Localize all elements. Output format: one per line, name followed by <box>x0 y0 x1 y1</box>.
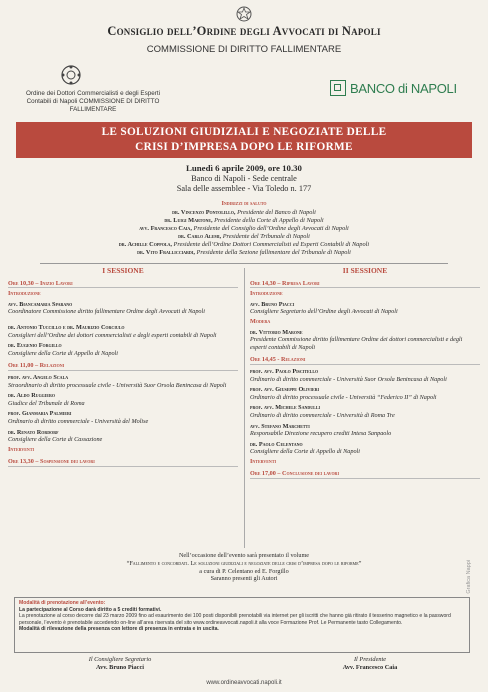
speaker-name: prof. avv. Angelo Scala <box>8 373 69 381</box>
info-booking: La prenotazione al corso decorre dal 23 marzo 2009 fino ad esaurimento dei 100 posti disponibili prenotabili via internet per gli iscritti che hanno già ritirato il tesserino magnetico e la password personale, l’evento è prenotabile accedendo on-line all’area riservata del sito www.ordineavvocati.napoli.it alla voce Formazione Prof. Le Permanente tasto Collegamento. <box>19 613 451 626</box>
speaker-name: dr. Antonio Tuccillo e dr. Maurizio Corciulo <box>8 323 125 331</box>
speaker-role: Consigliere della Corte di Appello di Napoli <box>250 448 360 456</box>
odc-text: Ordine dei Dottori Commercialisti e degli Esperti Contabili di Napoli COMMISSIONE DI DIRITTO FALLIMENTARE <box>25 90 161 113</box>
closing-line-1: Nell’occasione dell’evento sarà presentato il volume <box>178 552 310 559</box>
signature-president <box>300 656 440 672</box>
speaker-name: dr. Aldo Ruggiero <box>8 392 56 400</box>
event-place-2: Sala delle assemblee - Via Toledo n. 177 <box>176 184 312 193</box>
session-1-end: Ore 13,30 – Sospensione dei lavori <box>8 458 238 467</box>
greetings-heading: Indirizzi di saluto <box>221 200 267 207</box>
greeting-item: dr. Vincenzo Pontolillo, Presidente del Banco di Napoli <box>172 209 316 216</box>
speaker-name: avv. Biancamaria Sparano <box>8 300 73 308</box>
moderator-label: Modera <box>250 317 271 325</box>
speaker-role: Coordinatore Commissione diritto fallimentare Ordine degli Avvocati di Napoli <box>8 308 205 316</box>
bank-name: BANCO di NAPOLI <box>350 80 457 96</box>
bank-logo <box>330 80 457 96</box>
authors-present: Saranno presenti gli Autori <box>210 575 278 583</box>
registration-info <box>14 597 470 653</box>
session-2-start: Ore 14,30 – Ripresa Lavori <box>250 280 480 289</box>
greeting-item: dr. Vito Frallicciardi, Presidente della Sezione fallimentare del Tribunale di Napoli <box>137 248 351 256</box>
interventi-label: Interventi <box>250 457 277 465</box>
book-presentation <box>0 552 488 583</box>
title-banner <box>16 122 472 158</box>
speaker-name: dr. Eugenio Forgillo <box>8 342 62 350</box>
speaker-role: Consigliere della Corte di Cassazione <box>8 436 103 444</box>
speaker-name: dr. Vittorio Marone <box>250 328 303 336</box>
banner-line-2: CRISI D’IMPRESA DOPO LE RIFORME <box>135 141 353 153</box>
session-2-end: Ore 17,00 – Conclusione dei lavori <box>250 470 480 479</box>
speaker-name: prof. avv. Giuseppe Olivieri <box>250 386 320 394</box>
greeting-item: dr. Carlo Alemi, Presidente del Tribunale di Napoli <box>178 232 310 240</box>
info-heading: Modalità di prenotazione all’evento: <box>19 600 106 606</box>
speaker-role: Ordinario di diritto processuale civile - Università “Federico II” di Napoli <box>250 393 437 401</box>
speaker-name: avv. Bruno Piacci <box>250 300 295 308</box>
print-credit: Grafica Nappi <box>466 560 472 594</box>
speaker-role: Ordinario di diritto commerciale - Università del Molise <box>8 417 149 425</box>
bank-mark-icon <box>330 80 346 96</box>
greeting-item: avv. Francesco Caia, Presidente del Consiglio dell’Ordine degli Avvocati di Napoli <box>139 224 349 232</box>
session-1 <box>8 267 238 468</box>
info-credits: La partecipazione al Corso darà diritto a 5 crediti formativi. <box>19 606 162 613</box>
speaker-name: prof. Gianmaria Palmieri <box>8 410 72 418</box>
signature-title: Il Presidente <box>353 656 387 663</box>
book-editors: a cura di P. Celentano ed E. Forgillo <box>199 567 289 575</box>
banner-line-1: LE SOLUZIONI GIUDIZIALI E NEGOZIATE DELLE <box>101 126 387 138</box>
session-2 <box>250 267 480 480</box>
speaker-name: prof. avv. Michele Sandulli <box>250 404 321 412</box>
republic-emblem-icon <box>236 6 252 22</box>
speaker-role: Ordinario di diritto commerciale - Università di Roma Tre <box>250 411 395 419</box>
intro-label: Introduzione <box>8 290 41 298</box>
event-date: Lunedì 6 aprile 2009, ore 10.30 <box>186 163 302 173</box>
greetings-list <box>80 209 408 256</box>
greeting-item: dr. Achille Coppola, Presidente dell’Ordine Dottori Commercialisti ed Esperti Contabili di Napoli <box>118 240 370 248</box>
signature-name: Avv. Francesco Caia <box>342 664 398 671</box>
interventi-label: Interventi <box>8 445 35 453</box>
speaker-role: Consigliere della Corte di Appello di Napoli <box>8 349 118 357</box>
greeting-item: dr. Luigi Martone, Presidente della Corte di Appello di Napoli <box>164 216 324 224</box>
info-attendance: Modalità di rilevazione della presenza con lettore di presenza in entrata e in uscita. <box>19 626 219 633</box>
book-title: “Fallimento e concordati. Le soluzioni giudiziali e negoziate delle crisi d’impresa dopo le riforme” <box>126 559 362 567</box>
odc-logo-icon <box>60 64 82 86</box>
event-details <box>0 163 488 195</box>
speaker-name: dr. Renato Rordorf <box>8 428 59 436</box>
divider <box>40 263 448 264</box>
column-divider <box>244 268 245 548</box>
event-place-1: Banco di Napoli - Sede centrale <box>191 173 297 183</box>
commission-title: COMMISSIONE DI DIRITTO FALLIMENTARE <box>146 44 342 55</box>
speaker-role: Consigliere Segretario dell’Ordine degli Avvocati di Napoli <box>250 308 398 316</box>
intro-label: Introduzione <box>250 290 283 298</box>
speaker-name: prof. avv. Paolo Piscitello <box>250 367 319 375</box>
signature-title: Il Consigliere Segretario <box>88 656 152 663</box>
signature-secretary <box>50 656 190 672</box>
speaker-role: Presidente Commissione diritto fallimentare Ordine dei dottori commercialisti e degli esperti contabili di Napoli <box>250 336 463 351</box>
session-2-title: II SESSIONE <box>342 266 388 275</box>
session-1-reports: Ore 11,00 – Relazioni <box>8 362 238 371</box>
org-title: Consiglio dell’Ordine degli Avvocati di Napoli <box>107 24 381 38</box>
speaker-role: Giudice del Tribunale di Roma <box>8 399 85 407</box>
speaker-role: Consiglieri dell’Ordine dei dottori commercialisti e degli esperti contabili di Napoli <box>8 331 217 339</box>
session-2-reports: Ore 14,45 - Relazioni <box>250 356 480 365</box>
session-1-title: I SESSIONE <box>102 266 144 275</box>
speaker-name: dr. Paolo Celentano <box>250 440 303 448</box>
session-1-start: Ore 10,30 – Inizio Lavori <box>8 280 238 289</box>
speaker-name: avv. Stefano Marchetti <box>250 422 310 430</box>
signature-name: Avv. Bruno Piacci <box>96 664 144 671</box>
speaker-role: Ordinario di diritto commerciale - Università Suor Orsola Benincasa di Napoli <box>250 375 447 383</box>
website-link[interactable]: www.ordineavvocati.napoli.it <box>206 680 282 686</box>
speaker-role: Responsabile Direzione recupero crediti Intesa Sanpaolo <box>250 430 392 438</box>
speaker-role: Straordinario di diritto processuale civile - Università Suor Orsola Benincasa di Napoli <box>8 381 227 389</box>
